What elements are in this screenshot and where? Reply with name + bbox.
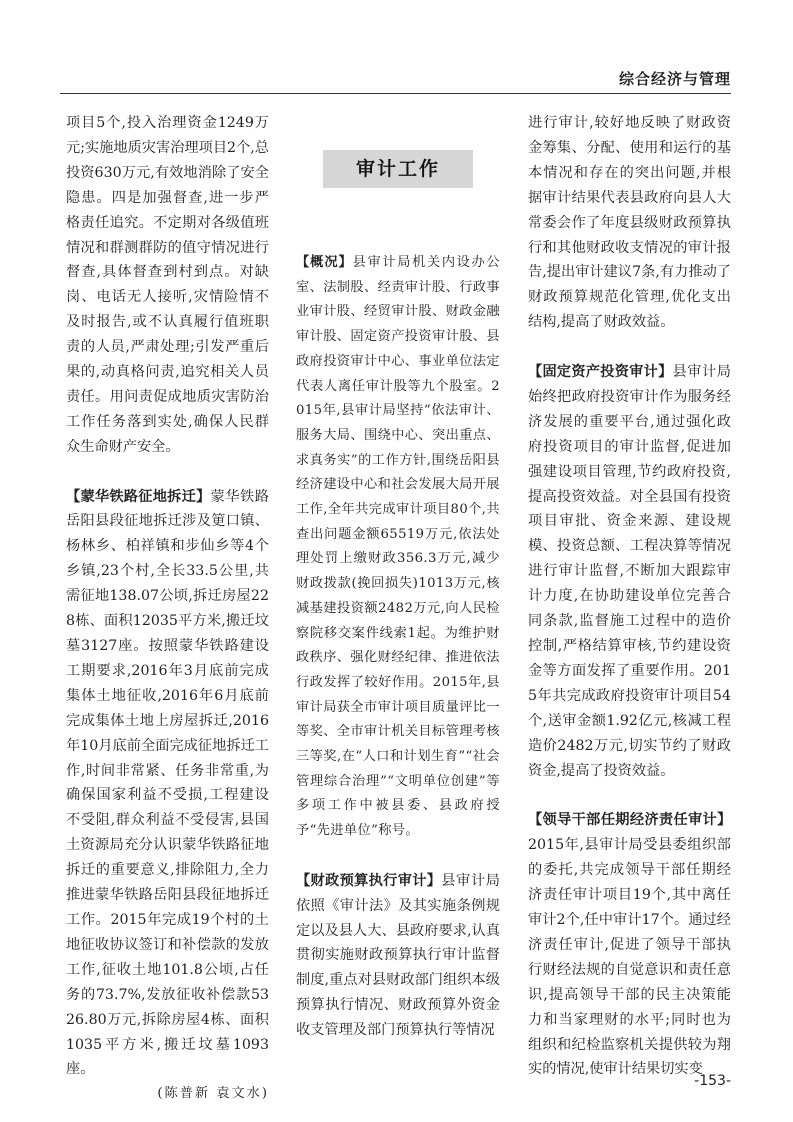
page-header-title: 综合经济与管理 <box>618 70 731 88</box>
budget-audit-body: 县审计局依照《审计法》及其实施条例规定以及县人大、县政府要求,认真贯彻实施财政预算执行审计监督制度,重点对县财政部门组织本级预算执行情况、财政预算外资金收支管理及部门预算执行等情况 <box>296 872 500 1039</box>
overview-section <box>296 251 500 844</box>
section-title: 审计工作 <box>355 157 440 180</box>
header-divider <box>60 93 731 94</box>
section-title-banner <box>323 150 473 188</box>
geohazard-paragraph: 项目5个,投入治理资金1249万元;实施地质灾害治理项目2个,总投资630万元,有效地消除了安全隐患。四是加强督查,进一步严格责任追究。不定期对各级值班情况和群测群防的值守情况进行督查,具体督查到村到点。对缺岗、电话无人接听,灾情险情不及时报告,或不认真履行值班职责的人员,严肃处理;引发严重后果的,动真格问责,追究相关人员责任。用问责促成地质灾害防治工作任务落到实处,确保人民群众生命财产安全。 <box>66 115 269 455</box>
fixed-asset-audit-heading: 【固定资产投资审计】 <box>528 364 673 381</box>
leader-audit-section <box>528 808 731 1082</box>
railway-heading: 【蒙华铁路征地拆迁】 <box>66 488 211 505</box>
budget-audit-continued: 进行审计,较好地反映了财政资金筹集、分配、使用和运行的基本情况和存在的突出问题,并根据审计结果代表县政府向县人大常委会作了年度县级财政预算执行和其他财政收支情况的审计报告,提出审计建议7条,有力推动了财政预算规范化管理,优化支出结构,提高了财政效益。 <box>528 115 731 331</box>
leader-audit-heading: 【领导干部任期经济责任审计】 <box>528 812 731 829</box>
column-3 <box>528 111 731 1082</box>
page-number: -153- <box>694 1073 731 1089</box>
overview-heading: 【概况】 <box>296 255 353 270</box>
railway-body: 蒙华铁路岳阳县段征地拆迁涉及筻口镇、杨林乡、柏祥镇和步仙乡等4个乡镇,23个村,全长33.5公里,共需征地138.07公顷,拆迁房屋228栋、面积12035平方米,搬迁坟墓3127座。按照蒙华铁路建设工期要求,2016年3月底前完成集体土地征收,2016年6月底前完成集体土地上房屋拆迁,2016年10月底前全面完成征地拆迁工作,时间非常紧、任务非常重,为确保国家利益不受损,工程建设不受阻,群众利益不受侵害,县国土资源局充分认识蒙华铁路征地拆迁的重要意义,排除阻力,全力推进蒙华铁路岳阳县段征地拆迁工作。2015年完成19个村的土地征收协议签订和补偿款的发放工作,征收土地101.8公顷,占任务的73.7%,发放征收补偿款5326.80万元,拆除房屋4栋、面积1035平方米,搬迁坟墓1093座。 <box>66 488 269 1078</box>
fixed-asset-audit-body: 县审计局始终把政府投资审计作为服务经济发展的重要平台,通过强化政府投资项目的审计监督,促进加强建设项目管理,节约政府投资,提高投资效益。对全县国有投资项目审批、资金来源、建设规模、投资总额、工程决算等情况进行审计监督,不断加大跟踪审计力度,在协助建设单位完善合同条款,监督施工过程中的造价控制,严格结算审核,节约建设资金等方面发挥了重要作用。2015年共完成政府投资审计项目54个,送审金额1.92亿元,核减工程造价2482万元,切实节约了财政资金,提高了投资效益。 <box>528 364 731 779</box>
overview-body: 县审计局机关内设办公室、法制股、经责审计股、行政事业审计股、经贸审计股、财政金融审计股、固定资产投资审计股、县政府投资审计中心、事业单位法定代表人离任审计股等九个股室。2015年,县审计局坚持“依法审计、服务大局、围绕中心、突出重点、求真务实”的工作方针,围绕岳阳县经济建设中心和社会发展大局开展工作,全年共完成审计项目80个,共查出问题金额65519万元,依法处理处罚上缴财政356.3万元,减少财政拨款(挽回损失)1013万元,核减基建投资额2482万元,向人民检察院移交案件线索1起。为维护财政秩序、强化财经纪律、推进依法行政发挥了较好作用。2015年,县审计局获全市审计项目质量评比一等奖、全市审计机关目标管理考核三等奖,在“人口和计划生育”“社会管理综合治理”“文明单位创建”等多项工作中被县委、县政府授予“先进单位”称号。 <box>296 255 500 839</box>
railway-section <box>66 485 269 1083</box>
fixed-asset-audit-section <box>528 360 731 783</box>
author-credit: (陈普新 袁文水) <box>157 1086 269 1102</box>
column-2 <box>296 111 500 1043</box>
column-1 <box>66 111 269 1107</box>
budget-audit-section <box>296 869 500 1043</box>
budget-audit-heading: 【财政预算执行审计】 <box>296 872 442 889</box>
leader-audit-body: 2015年,县审计局受县委组织部的委托,共完成领导干部任期经济责任审计项目19个,其中离任审计2个,任中审计17个。通过经济责任审计,促进了领导干部执行财经法规的自觉意识和责任意识,提高领导干部的民主决策能力和当家理财的水平;同时也为组织和纪检监察机关提供较为翔实的情况,使审计结果切实变 <box>528 837 731 1078</box>
